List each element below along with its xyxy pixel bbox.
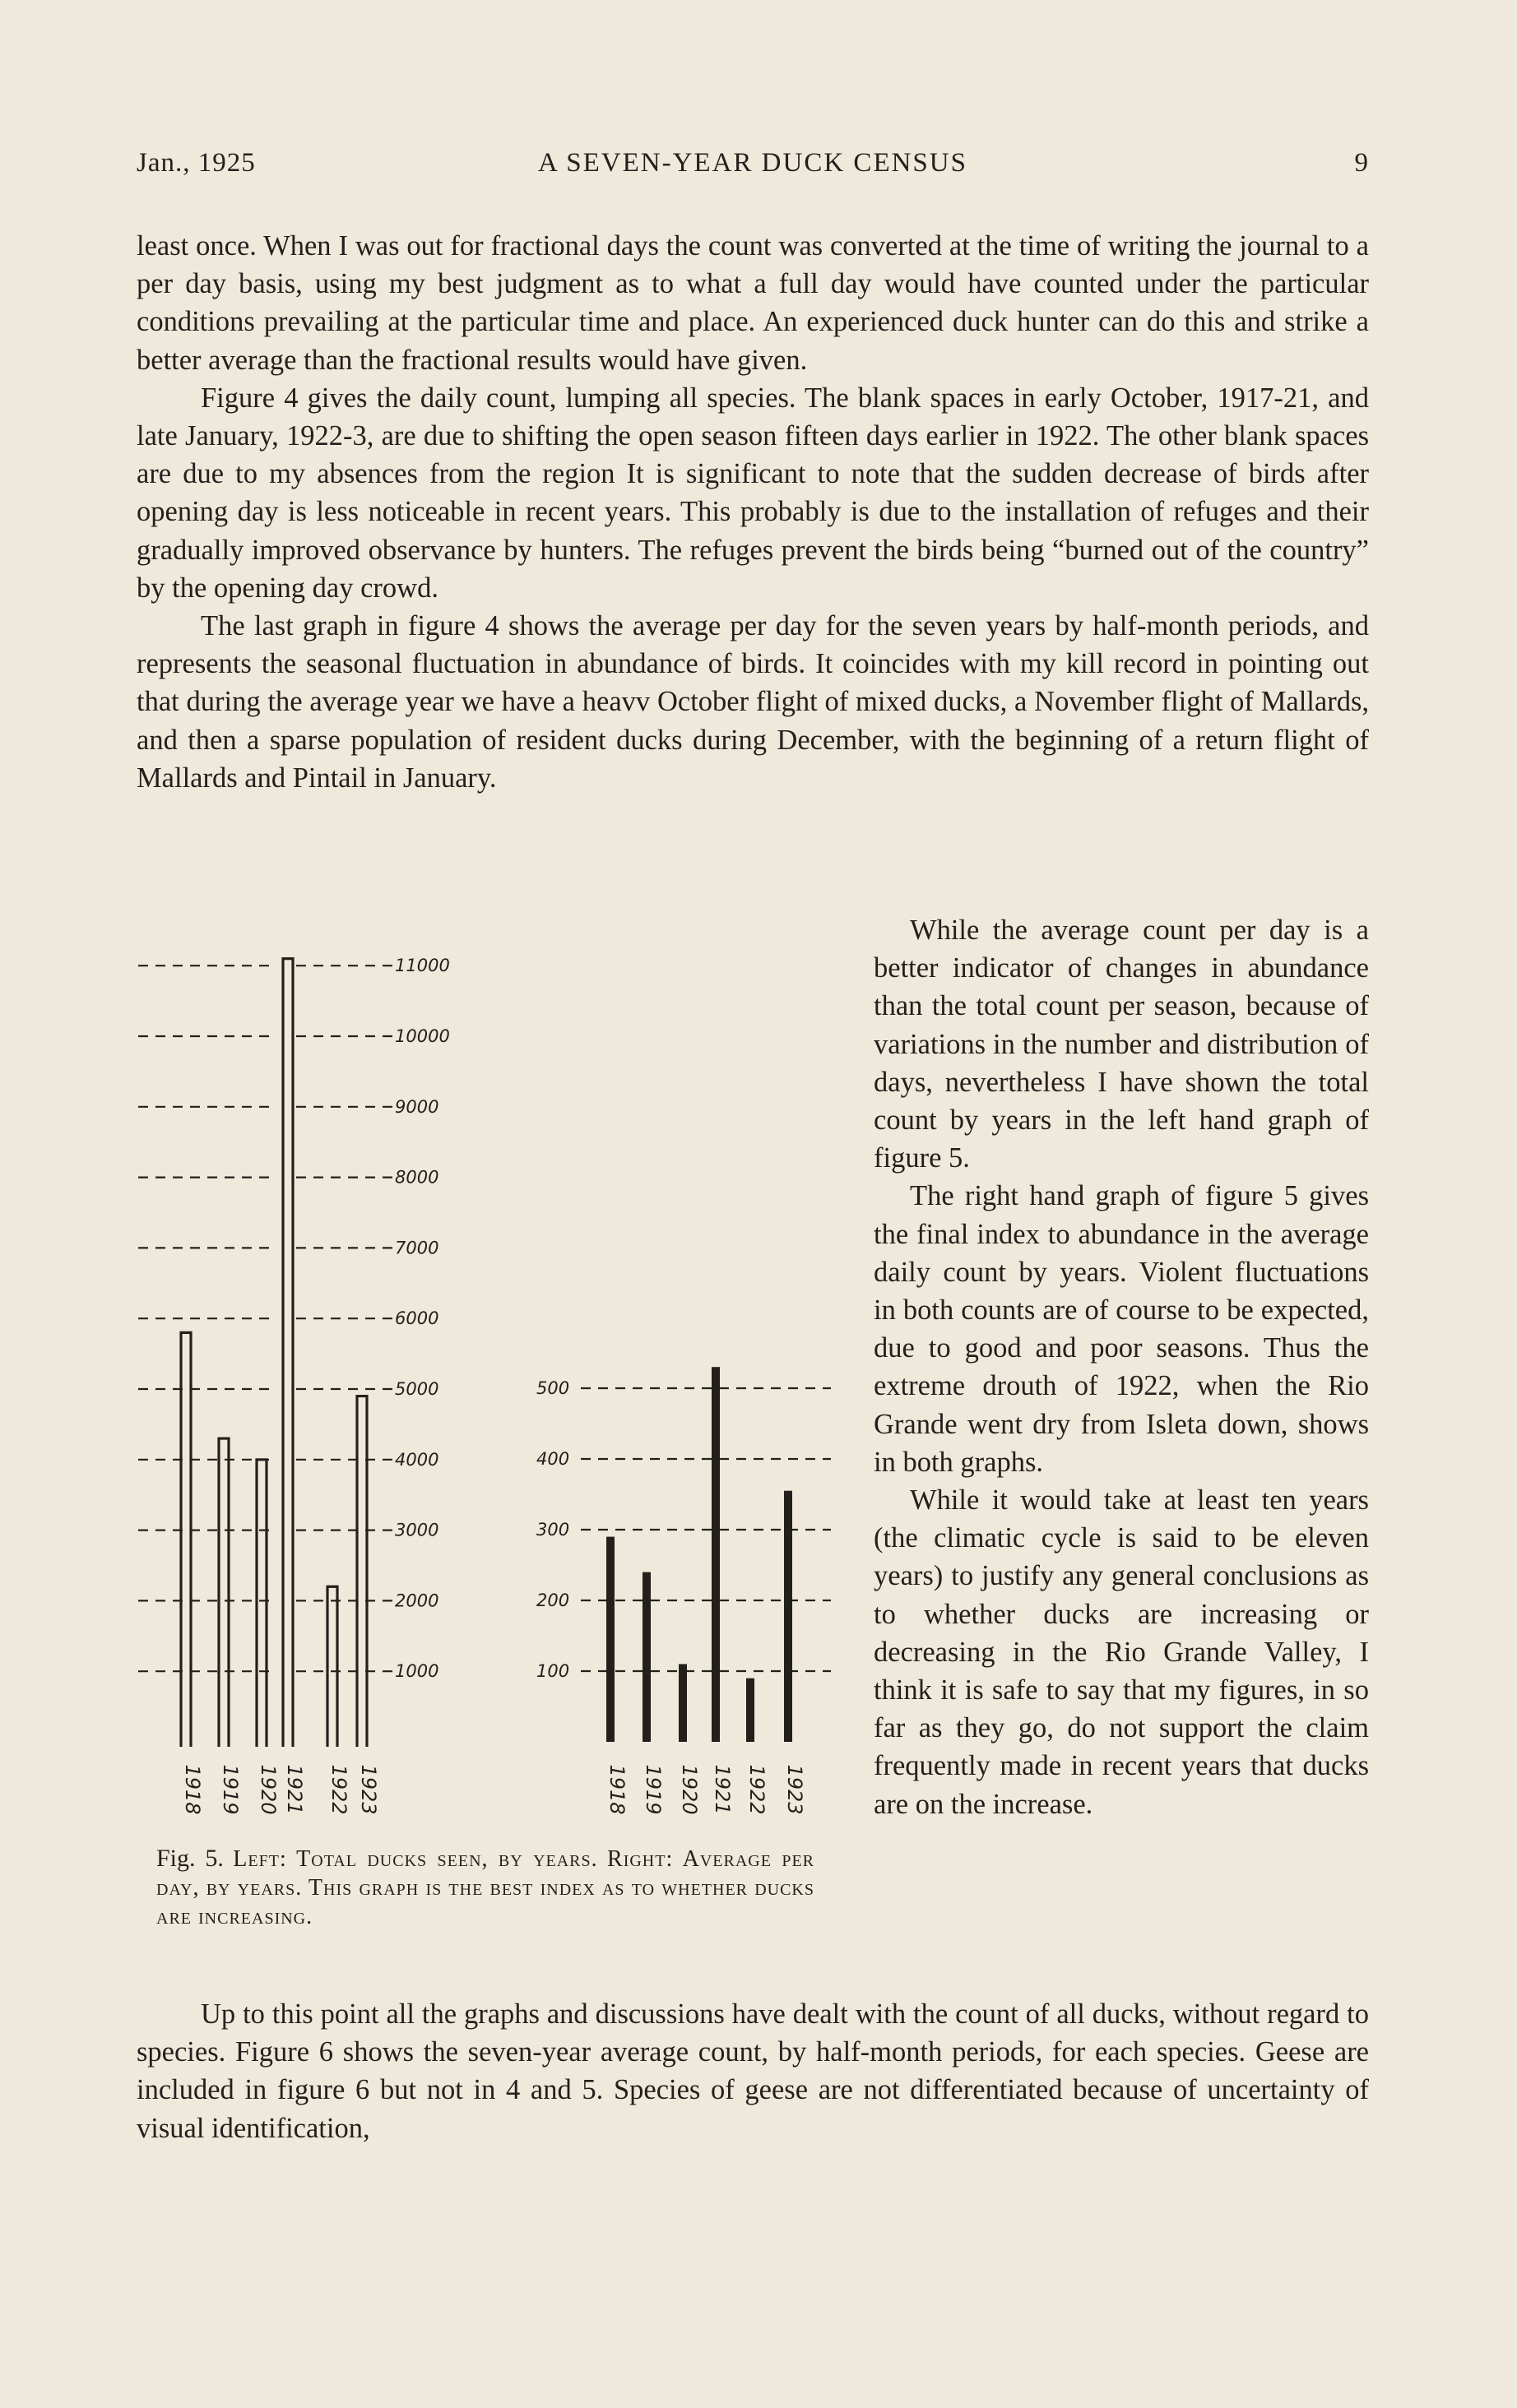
caption-right-label: Right: — [607, 1846, 674, 1872]
paragraph: Figure 4 gives the daily count, lumping all species. The blank spaces in early October, 1917-21, and late January, 1922-3, are due to shifting the open season fifteen days earlier in 1922. The other blank spaces are due to my absences from the region It is significant to note that the sudden decrease of birds after opening day is less noticeable in recent years. This probably is due to the installation of refuges and their gradually improved observance by hunters. The refuges prevent the birds being “burned out of the country” by the opening day crowd. — [137, 382, 1369, 604]
year-label: 1921 — [283, 1764, 306, 1815]
caption-left-label: Left: — [233, 1846, 287, 1872]
paragraph: Up to this point all the graphs and discussions have dealt with the count of all ducks, without regard to species. Figure 6 shows the seven-year average count, by half-month periods, for each species. Geese are included in figure 6 but not in 4 and 5. Species of geese are not differentiated because of uncertainty of visual identification, — [137, 1998, 1369, 2144]
average-bar — [606, 1537, 615, 1742]
y-tick-label: 4000 — [395, 1449, 439, 1470]
page-number: 9 — [1354, 148, 1369, 178]
year-label: 1920 — [678, 1764, 701, 1815]
y-tick-label: 1000 — [395, 1661, 439, 1682]
year-label: 1919 — [642, 1764, 665, 1815]
figure-caption — [156, 1844, 814, 1931]
year-label: 1922 — [745, 1764, 768, 1815]
y-tick-label: 10000 — [395, 1026, 450, 1046]
header-date: Jan., 1925 — [137, 148, 256, 178]
caption-left-text: Total ducks seen, by years. — [296, 1846, 598, 1872]
paragraph: The right hand graph of figure 5 gives the final index to abundance in the average daily count by years. Violent fluctuations in both counts are of course to be expected, due to good and poor seasons. Thus the extreme drouth of 1922, when the Rio Grande went dry from Isleta down, shows in both graphs. — [874, 1180, 1369, 1478]
y-tick-label: 9000 — [395, 1096, 439, 1117]
bottom-body-text — [137, 1995, 1369, 2147]
year-label: 1918 — [605, 1764, 629, 1815]
average-bar — [712, 1367, 720, 1742]
y-tick-label: 3000 — [395, 1520, 439, 1540]
year-label: 1923 — [357, 1764, 380, 1815]
year-label: 1923 — [783, 1764, 806, 1815]
y-tick-label: 8000 — [395, 1167, 439, 1188]
year-label: 1920 — [257, 1764, 280, 1815]
y-tick-label: 300 — [536, 1520, 570, 1540]
paragraph: While the average count per day is a better indicator of changes in abundance than the total count per season, because of variations in the number and distribution of days, nevertheless I have shown the total count by years in the left hand graph of figure 5. — [874, 915, 1369, 1174]
average-bar — [784, 1491, 792, 1742]
paragraph: The last graph in figure 4 shows the average per day for the seven years by half-month periods, and represents the seasonal fluctuation in abundance of birds. It coincides with my kill record in pointing out that during the average year we have a heavv October flight of mixed ducks, a November flight of Mallards, and then a sparse population of resident ducks during December, with the beginning of a return flight of Mallards and Pintail in January. — [137, 610, 1369, 794]
year-label: 1922 — [327, 1764, 350, 1815]
y-tick-label: 7000 — [395, 1238, 439, 1258]
y-tick-label: 2000 — [395, 1591, 439, 1611]
y-tick-label: 100 — [536, 1661, 570, 1681]
year-label: 1921 — [711, 1764, 734, 1815]
caption-right-text: Average per day, by years. This graph is the best index as to whether ducks are increasing. — [156, 1846, 815, 1929]
total-bar — [257, 1460, 267, 1747]
y-tick-label: 5000 — [395, 1379, 439, 1399]
y-tick-label: 6000 — [395, 1308, 439, 1329]
year-label: 1919 — [219, 1764, 242, 1815]
header-title: A SEVEN-YEAR DUCK CENSUS — [538, 148, 967, 178]
total-bar — [219, 1438, 229, 1747]
average-bar — [643, 1572, 651, 1742]
paragraph: While it would take at least ten years (the climatic cycle is said to be eleven years) to justify any general conclusions as to whether ducks are increasing or decreasing in the Rio Grande Valley, I think it is safe to say that my figures, in so far as they go, do not support the claim frequently made in recent years that ducks are on the increase. — [874, 1484, 1369, 1820]
total-bar — [283, 959, 293, 1747]
average-bar — [746, 1679, 754, 1742]
y-tick-label: 500 — [536, 1378, 570, 1398]
year-label: 1918 — [181, 1764, 204, 1815]
paragraph: least once. When I was out for fractional days the count was converted at the time of writing the journal to a per day basis, using my best judgment as to what a full day would have counted under the particular conditions prevailing at the particular time and place. An experienced duck hunter can do this and strike a better average than the fractional results would have given. — [137, 230, 1369, 376]
average-bar — [679, 1664, 687, 1742]
total-bar — [181, 1332, 191, 1747]
y-tick-label: 200 — [536, 1591, 570, 1610]
total-bar — [327, 1586, 337, 1747]
y-tick-label: 400 — [536, 1449, 570, 1469]
y-tick-label: 11000 — [395, 956, 450, 976]
caption-fig-number: Fig. 5. — [156, 1845, 224, 1872]
total-bar — [357, 1396, 367, 1747]
